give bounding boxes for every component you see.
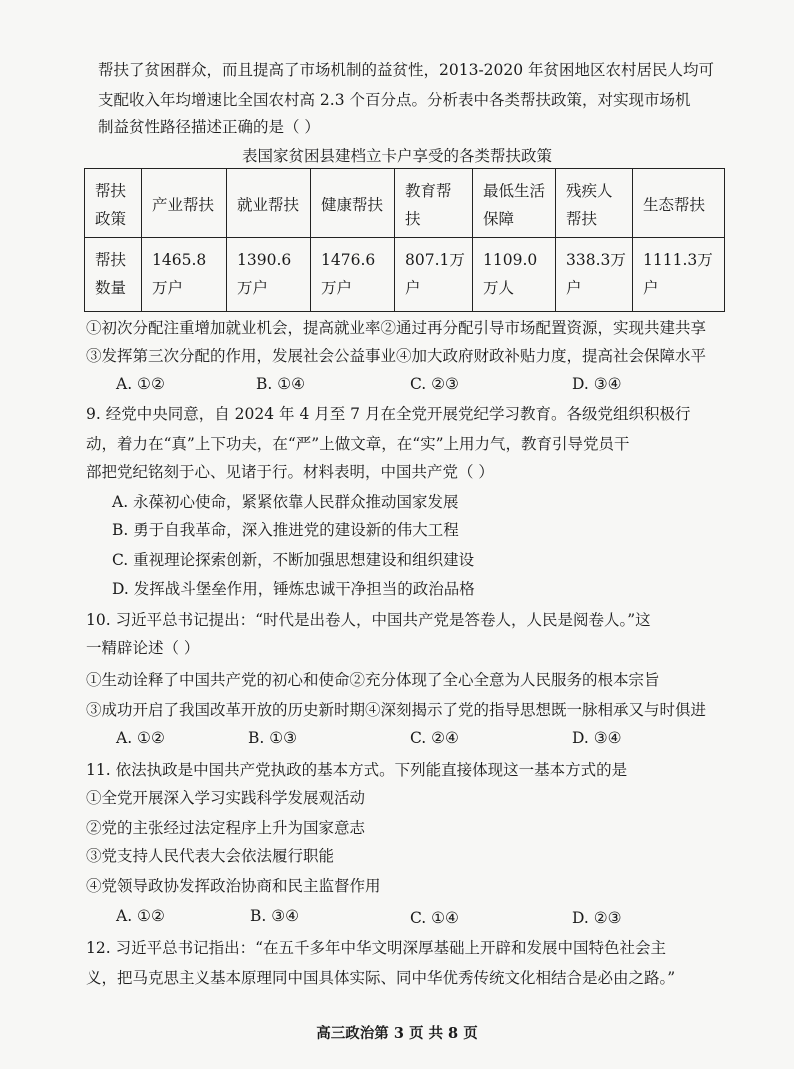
q11-statement-3: ③党支持人民代表大会依法履行职能 — [86, 847, 335, 865]
page-footer: 高三政治第 3 页 共 8 页 — [316, 1025, 478, 1042]
table-row — [85, 238, 725, 312]
q8-option-a[interactable]: A. ①② — [116, 375, 165, 393]
q11-option-d[interactable]: D. ②③ — [572, 909, 622, 927]
table-cell: 就业帮扶 — [227, 169, 311, 238]
table-cell: 1390.6万户 — [227, 238, 311, 312]
q8-statement-2: ③发挥第三次分配的作用，发展社会公益事业④加大政府财政补贴力度，提高社会保障水平 — [86, 347, 707, 365]
q11-option-b[interactable]: B. ③④ — [250, 907, 300, 925]
table-cell: 生态帮扶 — [633, 169, 725, 238]
q10-option-b[interactable]: B. ①③ — [248, 729, 298, 747]
q10-statement-1: ①生动诠释了中国共产党的初心和使命②充分体现了全心全意为人民服务的根本宗旨 — [86, 671, 660, 689]
table-row — [85, 169, 725, 238]
q11-statement-1: ①全党开展深入学习实践科学发展观活动 — [86, 789, 366, 807]
q12-stem-1: 12. 习近平总书记指出：“在五千多年中华文明深厚基础上开辟和发展中国特色社会主 — [86, 939, 667, 957]
intro-line-2: 支配收入年均增速比全国农村高 2.3 个百分点。分析表中各类帮扶政策，对实现市场机 — [98, 91, 691, 109]
q12-stem-2: 义，把马克思主义基本原理同中国具体实际、同中华优秀传统文化相结合是必由之路。” — [86, 969, 676, 987]
table-cell: 教育帮扶 — [395, 169, 473, 238]
intro-line-3: 制益贫性路径描述正确的是（ ） — [98, 118, 320, 136]
q11-option-c[interactable]: C. ①④ — [410, 909, 459, 927]
table-cell: 残疾人帮扶 — [556, 169, 633, 238]
table-cell: 帮扶数量 — [85, 238, 142, 312]
table-cell: 1476.6万户 — [311, 238, 395, 312]
table-caption: 表国家贫困县建档立卡户享受的各类帮扶政策 — [241, 147, 552, 165]
table-cell: 帮扶政策 — [85, 169, 142, 238]
q11-stem: 11. 依法执政是中国共产党执政的基本方式。下列能直接体现这一基本方式的是 — [86, 761, 628, 779]
q8-option-d[interactable]: D. ③④ — [572, 375, 622, 393]
q10-stem-2: 一精辟论述（ ） — [86, 639, 200, 657]
table-cell: 产业帮扶 — [142, 169, 227, 238]
q9-option-a[interactable]: A. 永葆初心使命，紧紧依靠人民群众推动国家发展 — [112, 493, 459, 511]
table-cell: 最低生活保障 — [473, 169, 556, 238]
table-cell: 338.3万户 — [556, 238, 633, 312]
table-cell: 健康帮扶 — [311, 169, 395, 238]
table-cell: 1465.8万户 — [142, 238, 227, 312]
q10-option-c[interactable]: C. ②④ — [410, 729, 459, 747]
q10-statement-2: ③成功开启了我国改革开放的历史新时期④深刻揭示了党的指导思想既一脉相承又与时俱进 — [86, 701, 707, 719]
q8-statement-1: ①初次分配注重增加就业机会，提高就业率②通过再分配引导市场配置资源，实现共建共享 — [86, 319, 707, 337]
q10-option-d[interactable]: D. ③④ — [572, 729, 622, 747]
q9-option-b[interactable]: B. 勇于自我革命，深入推进党的建设新的伟大工程 — [112, 521, 459, 539]
q10-option-a[interactable]: A. ①② — [116, 729, 165, 747]
q8-option-c[interactable]: C. ②③ — [410, 375, 459, 393]
intro-line-1: 帮扶了贫困群众，而且提高了市场机制的益贫性，2013-2020 年贫困地区农村居民人均可 — [98, 61, 715, 79]
q10-stem-1: 10. 习近平总书记提出：“时代是出卷人，中国共产党是答卷人，人民是阅卷人。”这 — [86, 611, 651, 629]
q11-option-a[interactable]: A. ①② — [116, 907, 165, 925]
table-cell: 807.1万户 — [395, 238, 473, 312]
q9-option-d[interactable]: D. 发挥战斗堡垒作用，锤炼忠诚干净担当的政治品格 — [112, 580, 475, 598]
q11-statement-4: ④党领导政协发挥政治协商和民主监督作用 — [86, 877, 381, 895]
policy-table — [84, 168, 725, 312]
q9-stem-1: 9. 经党中央同意，自 2024 年 4 月至 7 月在全党开展党纪学习教育。各级党组织积极行 — [86, 405, 691, 423]
q11-statement-2: ②党的主张经过法定程序上升为国家意志 — [86, 819, 366, 837]
q9-stem-3: 部把党纪铭刻于心、见诸于行。材料表明，中国共产党（ ） — [86, 463, 494, 481]
table-cell: 1109.0万人 — [473, 238, 556, 312]
q9-stem-2: 动，着力在“真”上下功夫，在“严”上做文章，在“实”上用力气，教育引导党员干 — [86, 435, 630, 453]
table-cell: 1111.3万户 — [633, 238, 725, 312]
q8-option-b[interactable]: B. ①④ — [256, 375, 306, 393]
q9-option-c[interactable]: C. 重视理论探索创新，不断加强思想建设和组织建设 — [112, 551, 475, 569]
